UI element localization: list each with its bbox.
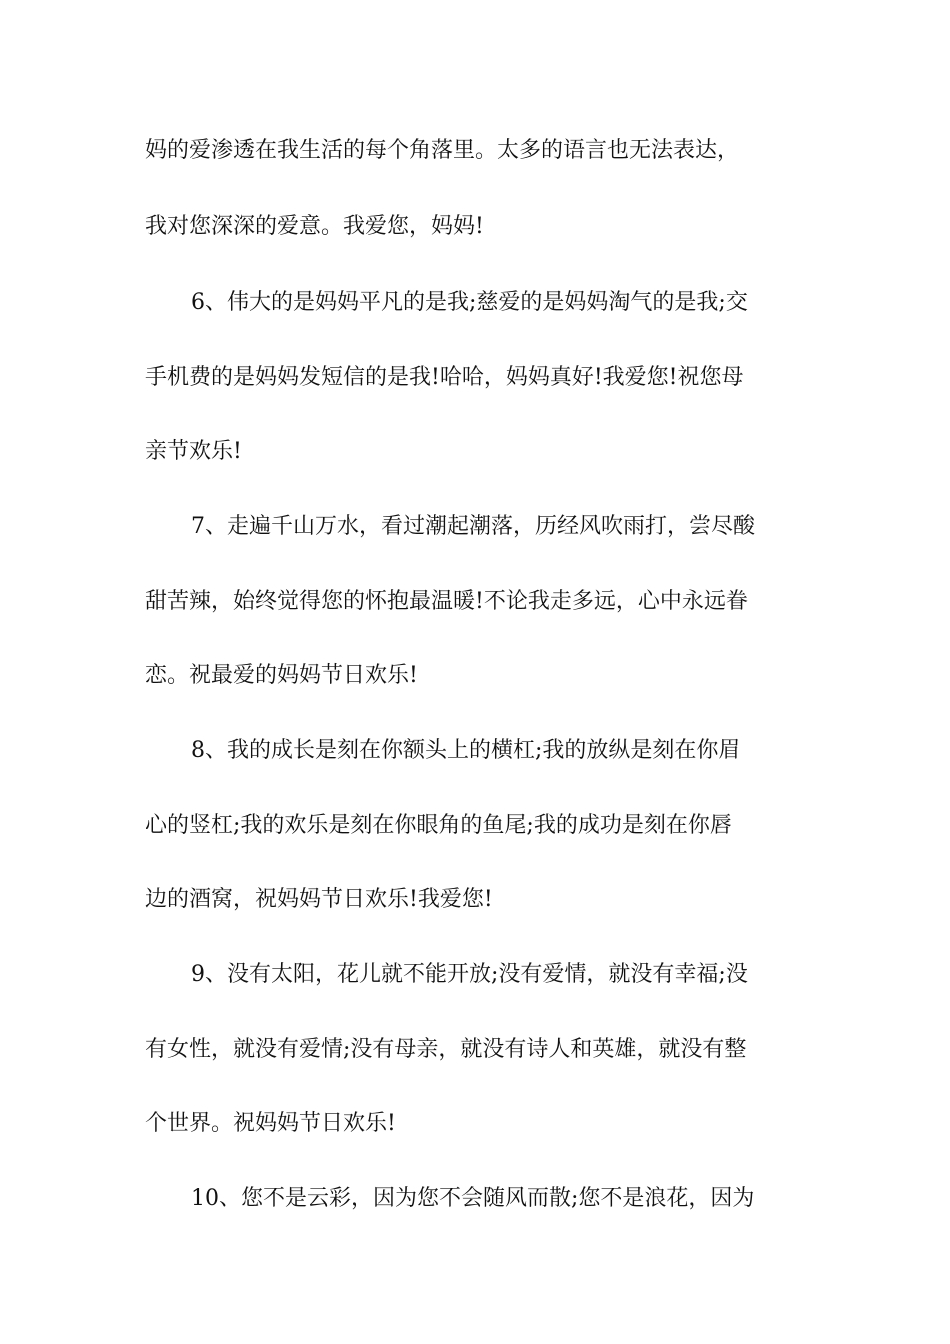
paragraph-8-line: 8、我的成长是刻在你额头上的横杠;我的放纵是刻在你眉: [191, 738, 741, 763]
text-line: 边的酒窝，祝妈妈节日欢乐!我爱您!: [145, 887, 493, 912]
text-line: 手机费的是妈妈发短信的是我!哈哈，妈妈真好!我爱您!祝您母: [145, 365, 744, 390]
text-line: 妈的爱渗透在我生活的每个角落里。太多的语言也无法表达，: [145, 138, 740, 163]
text-line: 亲节欢乐!: [145, 439, 242, 464]
paragraph-10-line: 10、您不是云彩，因为您不会随风而散;您不是浪花，因为: [191, 1186, 755, 1211]
text-line: 有女性，就没有爱情;没有母亲，就没有诗人和英雄，就没有整: [145, 1037, 747, 1062]
text-line: 恋。祝最爱的妈妈节日欢乐!: [145, 663, 418, 688]
paragraph-7-line: 7、走遍千山万水，看过潮起潮落，历经风吹雨打，尝尽酸: [191, 514, 755, 539]
text-line: 个世界。祝妈妈节日欢乐!: [145, 1111, 396, 1136]
text-line: 甜苦辣，始终觉得您的怀抱最温暖!不论我走多远，心中永远眷: [145, 589, 748, 614]
text-line: 我对您深深的爱意。我爱您，妈妈!: [145, 214, 484, 239]
paragraph-9-line: 9、没有太阳，花儿就不能开放;没有爱情，就没有幸福;没: [191, 962, 748, 987]
paragraph-6-line: 6、伟大的是妈妈平凡的是我;慈爱的是妈妈淘气的是我;交: [191, 290, 748, 315]
text-line: 心的竖杠;我的欢乐是刻在你眼角的鱼尾;我的成功是刻在你唇: [145, 813, 732, 838]
